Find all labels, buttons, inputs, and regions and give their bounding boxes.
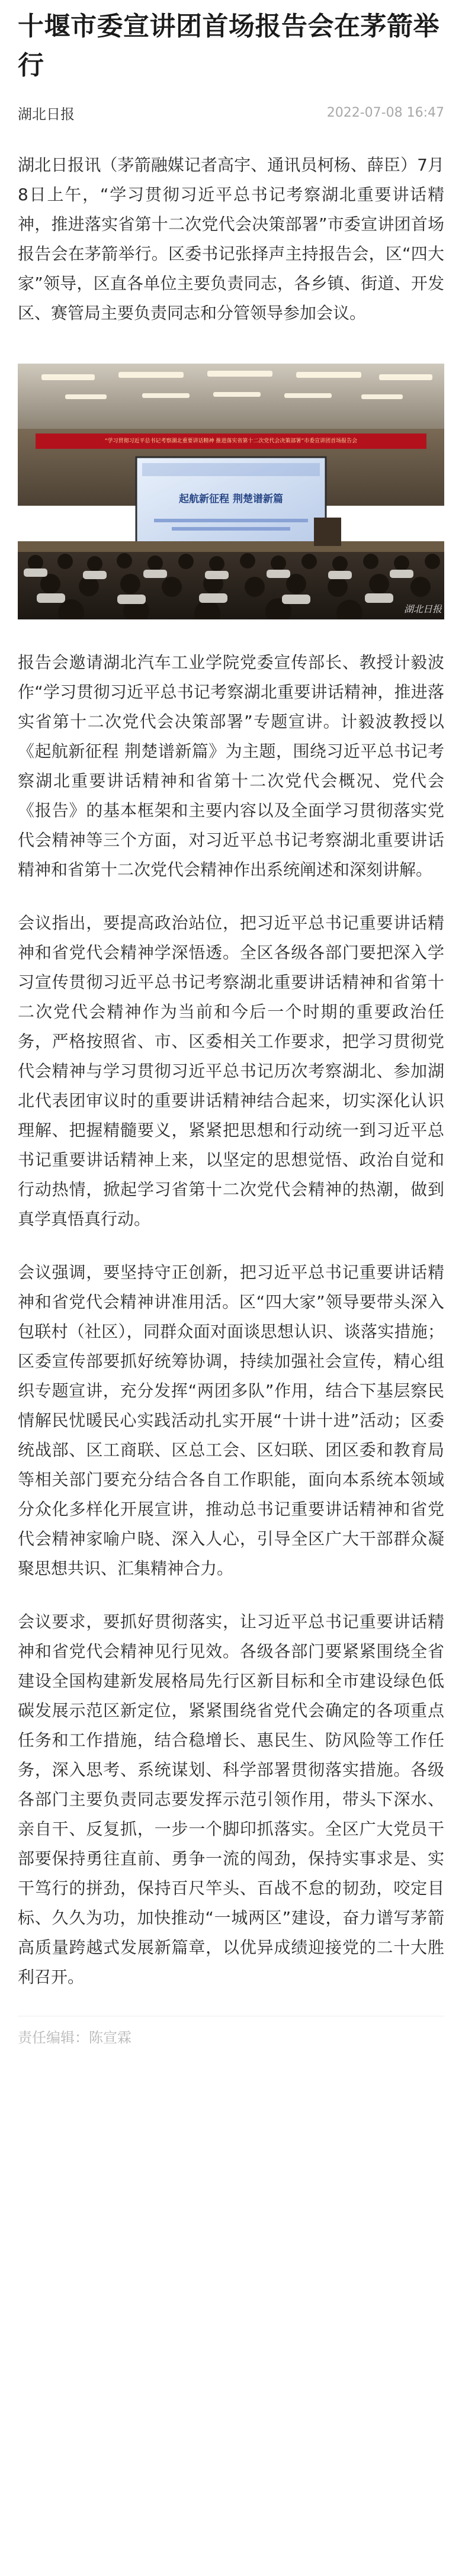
meeting-photo xyxy=(18,364,444,619)
photo-watermark: 湖北日报 xyxy=(403,603,442,615)
paragraph-1: 湖北日报讯（茅箭融媒记者高宇、通讯员柯杨、薛臣）7月8日上午，“学习贯彻习近平总书记考察湖北重要讲话精神，推进落实省第十二次党代会决策部署”市委宣讲团首场报告会在茅箭举行。区委书记张择声主持报告会，区“四大家”领导，区直各单位主要负责同志，各乡镇、街道、开发区、赛管局主要负责同志和分管领导参加会议。 xyxy=(18,155,444,323)
source-link[interactable]: 湖北日报 xyxy=(18,105,75,123)
paragraph-2: 报告会邀请湖北汽车工业学院党委宣传部长、教授计毅波作“学习贯彻习近平总书记考察湖北重要讲话精神，推进落实省第十二次党代会决策部署”专题宣讲。计毅波教授以《起航新征程 荆楚谱新篇》为主题，围绕习近平总书记考察湖北重要讲话精神和省第十二次党代会概况、党代会《报告》的基本框架和主要内容以及全面学习贯彻落实党代会精神等三个方面，对习近平总书记考察湖北重要讲话精神和省第十二次党代会精神作出系统阐述和深刻讲解。 xyxy=(18,653,444,879)
paragraph-4: 会议强调，要坚持守正创新，把习近平总书记重要讲话精神和省党代会精神讲准用活。区“四大家”领导要带头深入包联村（社区），同群众面对面谈思想认识、谈落实措施；区委宣传部要抓好统筹协调，持续加强社会宣传，精心组织专题宣讲，充分发挥“两团多队”作用，结合下基层察民情解民忧暖民心实践活动扎实开展“十讲十进”活动；区委统战部、区工商联、区总工会、区妇联、团区委和教育局等相关部门要充分结合各自工作职能，面向本系统本领域分众化多样化开展宣讲，推动总书记重要讲话精神和省党代会精神家喻户晓、深入人心，引导全区广大干部群众凝聚思想共识、汇集精神合力。 xyxy=(18,1263,444,1578)
slide-title: 起航新征程 荆楚谱新篇 xyxy=(179,493,283,505)
banner-text: “学习贯彻习近平总书记考察湖北重要讲话精神 推进落实省第十二次党代会决策部署”市委宣讲团首场报告会 xyxy=(104,438,358,444)
article-meta xyxy=(18,102,444,123)
paragraph-5: 会议要求，要抓好贯彻落实，让习近平总书记重要讲话精神和省党代会精神见行见效。各级各部门要紧紧围绕全省建设全国构建新发展格局先行区新目标和全市建设绿色低碳发展示范区新定位，紧紧围绕省党代会确定的各项重点任务和工作措施，结合稳增长、惠民生、防风险等工作任务，深入思考、系统谋划、科学部署贯彻落实措施。各级各部门主要负责同志要发挥示范引领作用，带头下深水、亲自干、反复抓，一步一个脚印抓落实。全区广大党员干部要保持勇往直前、勇争一流的闯劲，保持实事求是、实干笃行的拼劲，保持百尺竿头、百战不怠的韧劲，咬定目标、久久为功，加快推动“一城两区”建设，奋力谱写茅箭高质量跨越式发展新篇章，以优异成绩迎接党的二十大胜利召开。 xyxy=(18,1612,444,1987)
article-title: 十堰市委宣讲团首场报告会在茅箭举行 xyxy=(18,11,439,81)
podium xyxy=(314,518,341,546)
publish-date: 2022-07-08 16:47 xyxy=(326,105,444,120)
responsible-editor: 责任编辑：陈宣霖 xyxy=(18,2016,444,2047)
paragraph-3: 会议指出，要提高政治站位，把习近平总书记重要讲话精神和省党代会精神学深悟透。全区各级各部门要把深入学习宣传贯彻习近平总书记考察湖北重要讲话精神和省第十二次党代会精神作为当前和今后一个时期的重要政治任务，严格按照省、市、区委相关工作要求，把学习贯彻党代会精神与学习贯彻习近平总书记历次考察湖北、参加湖北代表团审议时的重要讲话精神结合起来，切实深化认识理解、把握精髓要义，紧紧把思想和行动统一到习近平总书记重要讲话精神上来，以坚定的思想觉悟、政治自觉和行动热情，掀起学习省第十二次党代会精神的热潮，做到真学真悟真行动。 xyxy=(18,913,444,1229)
